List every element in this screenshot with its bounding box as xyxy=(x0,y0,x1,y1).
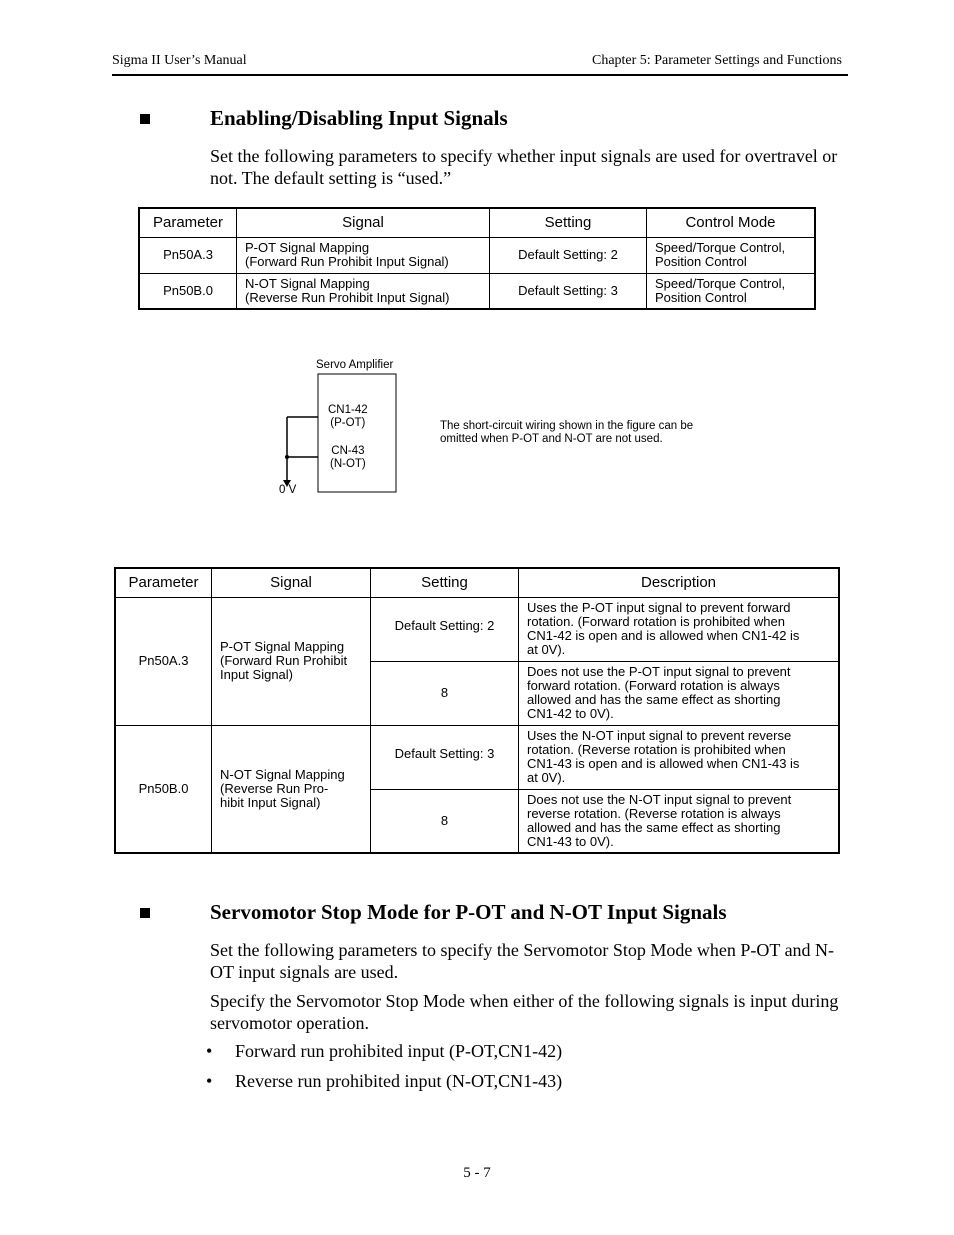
table1-header-signal: Signal xyxy=(237,208,490,237)
table1-setting: Default Setting: 3 xyxy=(490,273,647,309)
section2-body2: Specify the Servomotor Stop Mode when either of the following signals is input during servomotor operation. xyxy=(210,991,839,1033)
table2-header-setting: Setting xyxy=(371,568,519,597)
table1-mode: Speed/Torque Control, Position Control xyxy=(647,273,816,309)
page-number: 5 - 7 xyxy=(463,1165,491,1181)
table1-setting: Default Setting: 2 xyxy=(490,237,647,273)
header-rule xyxy=(112,74,848,76)
table1-param: Pn50B.0 xyxy=(139,273,237,309)
section2-body1: Set the following parameters to specify the Servomotor Stop Mode when P-OT and N-OT input signals are used. xyxy=(210,940,835,982)
table-row xyxy=(115,725,839,789)
section1-body: Set the following parameters to specify whether input signals are used for overtravel or not. The default setting is “used.” xyxy=(210,146,838,188)
table2-header-parameter: Parameter xyxy=(115,568,212,597)
bullet-icon: • xyxy=(206,1071,213,1091)
table-row xyxy=(139,237,815,273)
table1-header-setting: Setting xyxy=(490,208,647,237)
section-bullet-icon xyxy=(140,114,150,124)
header-right: Chapter 5: Parameter Settings and Functions xyxy=(591,53,842,68)
table-row xyxy=(115,597,839,661)
table1-param: Pn50A.3 xyxy=(139,237,237,273)
table1-header-control-mode: Control Mode xyxy=(647,208,816,237)
section-bullet-icon xyxy=(140,908,150,918)
table2-description: Uses the P-OT input signal to prevent forward rotation. (Forward rotation is prohibited when CN1-42 is open and is allowed when CN1-42 is at 0V). xyxy=(519,597,840,661)
pin-cn-43: CN-43 (N-OT) xyxy=(330,445,366,470)
table2-signal: N-OT Signal Mapping (Reverse Run Pro- hibit Input Signal) xyxy=(212,725,371,853)
table2-param: Pn50A.3 xyxy=(115,597,212,725)
ground-label: 0 V xyxy=(279,484,297,496)
servo-amplifier-label: Servo Amplifier xyxy=(316,359,394,371)
table2-header-signal: Signal xyxy=(212,568,371,597)
table2-setting: Default Setting: 3 xyxy=(371,725,519,789)
table2-setting: 8 xyxy=(371,661,519,725)
junction-dot xyxy=(285,455,289,459)
table1-signal: N-OT Signal Mapping (Reverse Run Prohibit Input Signal) xyxy=(237,273,490,309)
list-item: • Forward run prohibited input (P-OT,CN1-42) xyxy=(206,1041,563,1061)
table2-signal: P-OT Signal Mapping (Forward Run Prohibit Input Signal) xyxy=(212,597,371,725)
table1-mode: Speed/Torque Control, Position Control xyxy=(647,237,816,273)
bullet-icon: • xyxy=(206,1041,213,1061)
table2-description: Does not use the N-OT input signal to prevent reverse rotation. (Reverse rotation is always allowed and has the same effect as shorting CN1-43 to 0V). xyxy=(519,789,840,853)
section-title-enabling: Enabling/Disabling Input Signals xyxy=(210,106,508,130)
servo-amplifier-box xyxy=(318,374,396,492)
header-left: Sigma II User’s Manual xyxy=(112,53,247,68)
wiring-diagram xyxy=(260,370,410,500)
table1-signal: P-OT Signal Mapping (Forward Run Prohibit Input Signal) xyxy=(237,237,490,273)
table-row xyxy=(139,273,815,309)
pin-cn1-42: CN1-42 (P-OT) xyxy=(328,404,368,429)
section-title-stop-mode: Servomotor Stop Mode for P-OT and N-OT Input Signals xyxy=(210,900,727,924)
table1-header-parameter: Parameter xyxy=(139,208,237,237)
parameter-table-1 xyxy=(138,207,816,310)
table2-description: Does not use the P-OT input signal to prevent forward rotation. (Forward rotation is always allowed and has the same effect as shorting CN1-42 to 0V). xyxy=(519,661,840,725)
table2-description: Uses the N-OT input signal to prevent reverse rotation. (Reverse rotation is prohibited when CN1-43 is open and is allowed when CN1-43 is at 0V). xyxy=(519,725,840,789)
list-item: • Reverse run prohibited input (N-OT,CN1-43) xyxy=(206,1071,563,1091)
table2-header-description: Description xyxy=(519,568,840,597)
table2-setting: 8 xyxy=(371,789,519,853)
diagram-note: The short-circuit wiring shown in the figure can be omitted when P-OT and N-OT are not used. xyxy=(440,420,694,445)
table2-setting: Default Setting: 2 xyxy=(371,597,519,661)
parameter-table-2 xyxy=(114,567,840,854)
table2-param: Pn50B.0 xyxy=(115,725,212,853)
